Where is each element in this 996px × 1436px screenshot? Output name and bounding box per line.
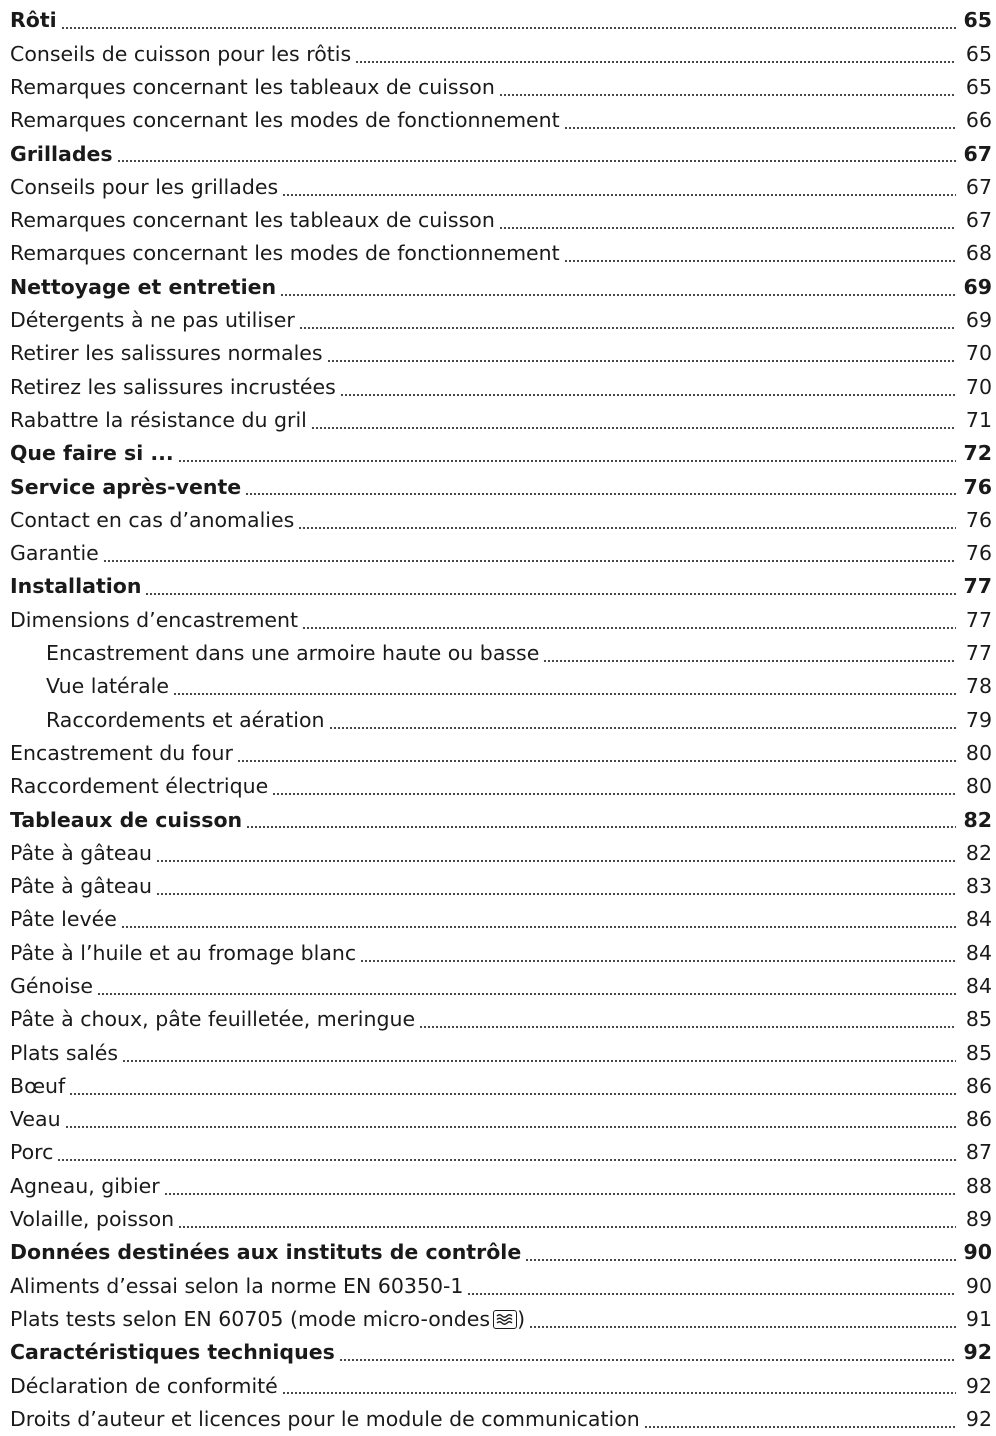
dot-leader (360, 960, 956, 962)
dot-leader (302, 627, 956, 629)
toc-entry[interactable] (10, 1402, 992, 1435)
toc-entry-title (10, 507, 295, 532)
dot-leader (419, 1026, 956, 1028)
toc-page-number: 79 (965, 707, 992, 732)
toc-entry-title-text: Grillades (10, 141, 113, 166)
toc-entry-title-text: Pâte à choux, pâte feuilletée, meringue (10, 1007, 416, 1032)
toc-page-number: 80 (965, 740, 992, 765)
toc-entry-title (10, 840, 153, 865)
toc-entry-title (10, 274, 277, 299)
dot-leader (298, 527, 956, 529)
toc-entry-title-text: Remarques concernant les modes de fonctionnement (10, 241, 560, 266)
toc-entry-title-text: Aliments d’essai selon la norme EN 60350-1 (10, 1273, 464, 1298)
toc-entry-title-text: Détergents à ne pas utiliser (10, 308, 295, 333)
toc-entry-title-text: Retirer les salissures normales (10, 341, 323, 366)
dot-leader (282, 1392, 956, 1394)
toc-entry-title-text: Conseils pour les grillades (10, 174, 279, 199)
toc-entry-title (10, 1009, 415, 1030)
toc-entry-title (10, 74, 495, 99)
toc-page-number: 76 (965, 507, 992, 532)
toc-entry-title (10, 940, 357, 965)
dot-leader (644, 1426, 956, 1428)
toc-entry-title (10, 310, 295, 331)
toc-entry[interactable] (10, 1136, 992, 1169)
toc-entry-title-text: Plats tests selon EN 60705 (mode micro-ondes (10, 1306, 491, 1331)
dot-leader (529, 1326, 956, 1328)
dot-leader (57, 1159, 956, 1161)
toc-page-number: 69 (963, 274, 992, 299)
toc-page-number: 72 (963, 441, 992, 466)
dot-leader (280, 294, 956, 296)
toc-page-number: 90 (963, 1240, 992, 1265)
toc-entry[interactable] (10, 1036, 992, 1069)
toc-entry-title (10, 543, 99, 564)
toc-page-number: 67 (965, 174, 992, 199)
dot-leader (499, 94, 956, 96)
toc-entry-title (10, 243, 560, 264)
dot-leader (121, 926, 956, 928)
dot-leader (103, 560, 956, 562)
toc-entry-title (10, 1142, 53, 1163)
toc-entry-title-text: Déclaration de conformité (10, 1373, 278, 1398)
toc-page-number: 69 (965, 308, 992, 333)
dot-leader (156, 860, 956, 862)
toc-entry-title (10, 407, 307, 432)
toc-page-number: 67 (965, 208, 992, 233)
toc-section-entry[interactable] (10, 4, 992, 37)
toc-entry[interactable] (10, 737, 992, 770)
toc-page-number: 84 (965, 974, 992, 998)
toc-entry-title-text: Garantie (10, 541, 99, 566)
toc-page-number: 76 (965, 541, 992, 566)
toc-page-number: 87 (965, 1140, 992, 1165)
toc-entry[interactable] (10, 104, 992, 137)
toc-page-number: 82 (963, 807, 992, 832)
toc-entry-title-text: Bœuf (10, 1073, 66, 1098)
dot-leader (564, 127, 956, 129)
toc-entry[interactable] (10, 1303, 992, 1336)
toc-entry-title (10, 443, 174, 464)
toc-page-number: 83 (965, 874, 992, 899)
toc-entry[interactable] (10, 1169, 992, 1202)
toc-entry[interactable] (10, 1369, 992, 1402)
toc-entry-title-text: Raccordement électrique (10, 774, 269, 799)
toc-entry-title-text: Porc (10, 1140, 54, 1165)
toc-section-entry[interactable] (10, 570, 992, 603)
toc-page-number: 89 (965, 1207, 992, 1232)
toc-entry-title-text: Pâte à gâteau (10, 840, 153, 865)
toc-entry-title-text: Rôti (10, 8, 57, 33)
toc-entry-title-text: Droits d’auteur et licences pour le module de communication (10, 1406, 640, 1431)
dot-leader (329, 727, 956, 729)
toc-page-number: 77 (965, 607, 992, 632)
toc-entry-title-text: Remarques concernant les tableaux de cuisson (10, 74, 495, 99)
toc-entry-title-text: Conseils de cuisson pour les rôtis (10, 41, 352, 66)
toc-entry-title-text: Pâte à l’huile et au fromage blanc (10, 940, 357, 965)
dot-leader (178, 460, 956, 462)
toc-entry-title-text: Contact en cas d’anomalies (10, 507, 295, 532)
toc-page-number: 85 (965, 1007, 992, 1032)
toc-entry-title (10, 1342, 335, 1363)
dot-leader (340, 394, 956, 396)
toc-entry-title (10, 474, 242, 499)
dot-leader (164, 1193, 956, 1195)
toc-page-number: 65 (963, 8, 992, 33)
toc-page-number: 70 (965, 341, 992, 366)
toc-entry-title-text: Encastrement du four (10, 740, 233, 765)
toc-entry[interactable] (10, 537, 992, 570)
toc-entry-title-text: Retirez les salissures incrustées (10, 374, 336, 399)
dot-leader (525, 1259, 956, 1261)
toc-entry-title (10, 1242, 521, 1263)
toc-entry[interactable] (10, 204, 992, 237)
toc-entry-title (10, 1209, 174, 1230)
toc-entry-title (10, 909, 117, 930)
toc-entry-title (10, 576, 141, 597)
toc-entry[interactable] (10, 1070, 992, 1103)
toc-entry[interactable] (10, 37, 992, 70)
toc-entry-title (10, 976, 93, 997)
toc-page-number: 68 (965, 241, 992, 266)
dot-leader (237, 760, 956, 762)
toc-entry[interactable] (10, 370, 992, 403)
toc-entry-title-text: Données destinées aux instituts de contrôle (10, 1240, 522, 1265)
toc-entry-title-text: Rabattre la résistance du gril (10, 407, 307, 432)
toc-entry-title-text: Pâte levée (10, 907, 117, 932)
toc-entry-title (10, 807, 243, 832)
toc-page-number: 77 (965, 641, 992, 666)
toc-entry[interactable] (10, 903, 992, 936)
toc-entry-title-text: Pâte à gâteau (10, 874, 153, 899)
toc-entry[interactable] (10, 1269, 992, 1302)
toc-entry-title (10, 374, 336, 399)
toc-entry-title (46, 676, 169, 697)
toc-entry-title (10, 141, 113, 166)
dot-leader (299, 327, 956, 329)
toc-entry-title (10, 1109, 61, 1130)
toc-page-number: 76 (963, 474, 992, 499)
toc-entry[interactable] (10, 936, 992, 969)
toc-entry-title (10, 1373, 278, 1398)
toc-page-number: 91 (965, 1306, 992, 1331)
toc-entry[interactable] (10, 1003, 992, 1036)
dot-leader (61, 27, 956, 29)
toc-entry-title-text: Caractéristiques techniques (10, 1340, 335, 1365)
dot-leader (543, 660, 956, 662)
dot-leader (499, 227, 956, 229)
toc-entry[interactable] (10, 770, 992, 803)
toc-entry-title (10, 1173, 160, 1198)
toc-page-number: 78 (965, 674, 992, 699)
toc-entry-title (46, 707, 325, 732)
toc-entry-title-text: Volaille, poisson (10, 1207, 175, 1232)
toc-entry-title-text: Nettoyage et entretien (10, 274, 277, 299)
toc-section-entry[interactable] (10, 1336, 992, 1369)
toc-entry-title-text: Génoise (10, 974, 94, 998)
toc-entry-title-text: Veau (10, 1107, 61, 1132)
toc-page-number: 65 (965, 74, 992, 99)
toc-section-entry[interactable] (10, 803, 992, 836)
toc-entry-title-text: Remarques concernant les modes de fonctionnement (10, 108, 560, 133)
toc-entry-title-text: Que faire si ... (10, 441, 174, 466)
toc-entry[interactable] (10, 703, 992, 736)
dot-leader (339, 1359, 956, 1361)
toc-entry-title (10, 1306, 526, 1331)
toc-page-number: 71 (965, 407, 992, 432)
toc-page-number: 92 (965, 1406, 992, 1431)
toc-entry-title-text: Plats salés (10, 1040, 119, 1065)
toc-entry-title (46, 643, 539, 664)
toc-entry-title (10, 343, 323, 364)
dot-leader (97, 993, 956, 995)
dot-leader (156, 893, 956, 895)
toc-page-number: 65 (965, 41, 992, 66)
toc-entry[interactable] (10, 503, 992, 536)
dot-leader (272, 793, 956, 795)
dot-leader (245, 493, 956, 495)
toc-entry-title (10, 876, 152, 897)
toc-page-number: 80 (965, 774, 992, 799)
toc-page-number: 82 (965, 840, 992, 865)
dot-leader (122, 1060, 956, 1062)
toc-section-entry[interactable] (10, 437, 992, 470)
toc-page-number: 70 (965, 374, 992, 399)
dot-leader (178, 1226, 956, 1228)
toc-section-entry[interactable] (10, 1236, 992, 1269)
dot-leader (117, 160, 956, 162)
toc-entry[interactable] (10, 71, 992, 104)
dot-leader (327, 360, 956, 362)
dot-leader (467, 1293, 956, 1295)
dot-leader (173, 693, 956, 695)
table-of-contents (10, 0, 992, 1436)
toc-entry[interactable] (10, 603, 992, 636)
toc-entry[interactable] (10, 404, 992, 437)
toc-entry-title (10, 1406, 640, 1431)
dot-leader (145, 593, 956, 595)
toc-entry-title-text: Tableaux de cuisson (10, 807, 243, 832)
dot-leader (564, 260, 956, 262)
toc-entry-title-text: Encastrement dans une armoire haute ou basse (46, 641, 540, 666)
toc-entry-title-text: Raccordements et aération (46, 707, 325, 732)
toc-page-number: 92 (963, 1340, 992, 1365)
toc-section-entry[interactable] (10, 270, 992, 303)
dot-leader (246, 826, 956, 828)
toc-entry-title-text: Installation (10, 574, 142, 599)
toc-page-number: 88 (965, 1173, 992, 1198)
toc-entry-title-text: Dimensions d’encastrement (10, 607, 299, 632)
toc-page-number: 92 (965, 1373, 992, 1398)
toc-section-entry[interactable] (10, 470, 992, 503)
toc-entry-title (10, 776, 268, 797)
toc-entry[interactable] (10, 637, 992, 670)
dot-leader (355, 61, 956, 63)
toc-entry-title (10, 740, 233, 765)
toc-entry[interactable] (10, 836, 992, 869)
microwave-mode-icon (493, 1310, 517, 1329)
toc-entry[interactable] (10, 1103, 992, 1136)
toc-entry-title-suffix: ) (517, 1306, 526, 1331)
toc-entry[interactable] (10, 970, 992, 1003)
toc-page-number: 85 (965, 1040, 992, 1065)
toc-entry[interactable] (10, 670, 992, 703)
toc-entry-title-text: Remarques concernant les tableaux de cuisson (10, 208, 495, 233)
dot-leader (311, 427, 956, 429)
toc-entry-title (10, 607, 299, 632)
toc-entry[interactable] (10, 170, 992, 203)
toc-entry[interactable] (10, 870, 992, 903)
dot-leader (65, 1126, 956, 1128)
toc-page-number: 86 (965, 1073, 992, 1098)
toc-page-number: 86 (965, 1107, 992, 1132)
toc-page-number: 67 (963, 141, 992, 166)
toc-page-number: 84 (965, 907, 992, 932)
toc-entry-title-text: Service après-vente (10, 474, 242, 499)
toc-entry-title-text: Vue latérale (46, 674, 169, 699)
toc-entry-title (10, 110, 560, 131)
toc-entry[interactable] (10, 1203, 992, 1236)
toc-entry-title (10, 1273, 464, 1298)
toc-page-number: 66 (965, 108, 992, 133)
toc-page-number: 90 (965, 1273, 992, 1298)
toc-entry[interactable] (10, 304, 992, 337)
toc-entry-title-text: Agneau, gibier (10, 1173, 160, 1198)
toc-entry-title (10, 41, 352, 66)
toc-page-number: 77 (963, 574, 992, 599)
toc-entry-title (10, 210, 495, 231)
dot-leader (282, 194, 956, 196)
toc-page-number: 84 (965, 940, 992, 965)
toc-entry-title (10, 1073, 66, 1098)
toc-entry[interactable] (10, 337, 992, 370)
dot-leader (69, 1093, 956, 1095)
toc-entry-title (10, 1040, 119, 1065)
toc-entry[interactable] (10, 237, 992, 270)
toc-entry-title (10, 10, 57, 31)
toc-entry-title (10, 174, 279, 199)
toc-section-entry[interactable] (10, 137, 992, 170)
